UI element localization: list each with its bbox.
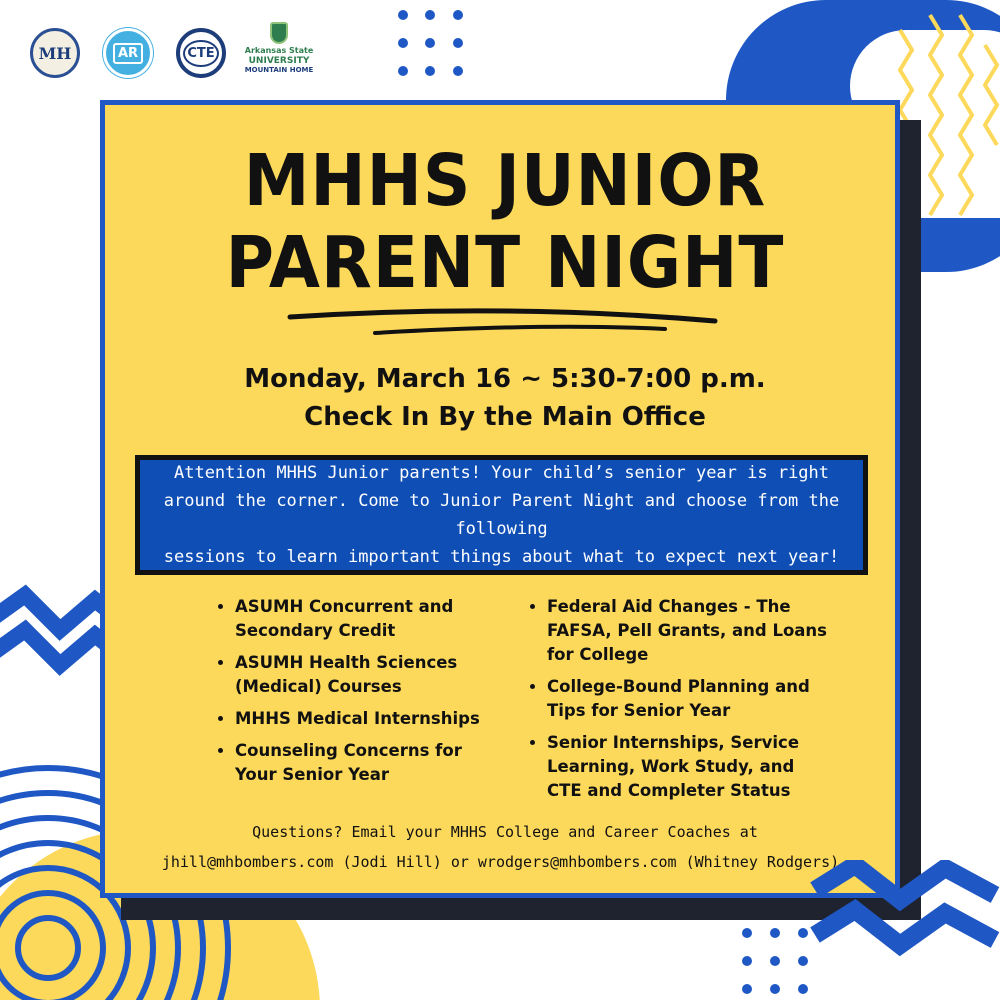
session-item: • Senior Internships, Service Learning, Work Study, and CTE and Completer Status — [547, 731, 832, 803]
mountain-home-schools-logo — [30, 28, 80, 78]
bottom-dot-grid — [742, 928, 808, 994]
cte-logo-mark: CTE — [183, 40, 218, 67]
session-item: • ASUMH Health Sciences (Medical) Courses — [235, 651, 490, 699]
intro-line-3: sessions to learn important things about what to expect next year! — [163, 547, 840, 567]
asu-logo-line1: Arkansas State — [244, 46, 314, 55]
intro-line-1: Attention MHHS Junior parents! Your child’s senior year is right — [173, 463, 830, 483]
asu-logo-line3: MOUNTAIN HOME — [244, 66, 314, 74]
intro-text — [140, 459, 863, 571]
contact-info — [105, 817, 905, 877]
top-dot-grid — [398, 10, 463, 76]
contact-line-2: jhill@mhbombers.com (Jodi Hill) or wrodgers@mhbombers.com (Whitney Rodgers). — [161, 853, 849, 871]
mh-logo-mark: MH — [38, 43, 72, 63]
bottom-right-zigzag — [810, 860, 1000, 970]
contact-line-1: Questions? Email your MHHS College and Career Coaches at — [252, 823, 758, 841]
flyer-card — [100, 100, 900, 898]
title-underline-swoosh — [285, 303, 725, 343]
event-location: Check In By the Main Office — [304, 402, 706, 432]
session-item: • Counseling Concerns for Your Senior Year — [235, 739, 490, 787]
sessions-list-right — [525, 595, 832, 811]
session-item: • College-Bound Planning and Tips for Senior Year — [547, 675, 832, 723]
ar-logo-mark: AR — [113, 43, 143, 64]
arkansas-cte-logo — [176, 28, 226, 78]
title-line-2: PARENT NIGHT — [225, 220, 785, 305]
event-date-time: Monday, March 16 ~ 5:30-7:00 p.m. — [244, 364, 766, 394]
intro-line-2: around the corner. Come to Junior Parent Night and choose from the following — [163, 491, 840, 539]
left-zigzag — [0, 595, 110, 665]
title-line-1: MHHS JUNIOR — [243, 138, 767, 223]
session-item: • MHHS Medical Internships — [235, 707, 490, 731]
asu-seal-icon — [270, 22, 288, 44]
asu-logo-line2: UNIVERSITY — [248, 56, 310, 66]
intro-box — [135, 455, 868, 575]
session-item: • ASUMH Concurrent and Secondary Credit — [235, 595, 490, 643]
sessions-list-left — [213, 595, 490, 795]
session-item: • Federal Aid Changes - The FAFSA, Pell Grants, and Loans for College — [547, 595, 832, 667]
asumh-logo — [244, 22, 314, 80]
arkansas-dese-logo — [103, 28, 153, 78]
